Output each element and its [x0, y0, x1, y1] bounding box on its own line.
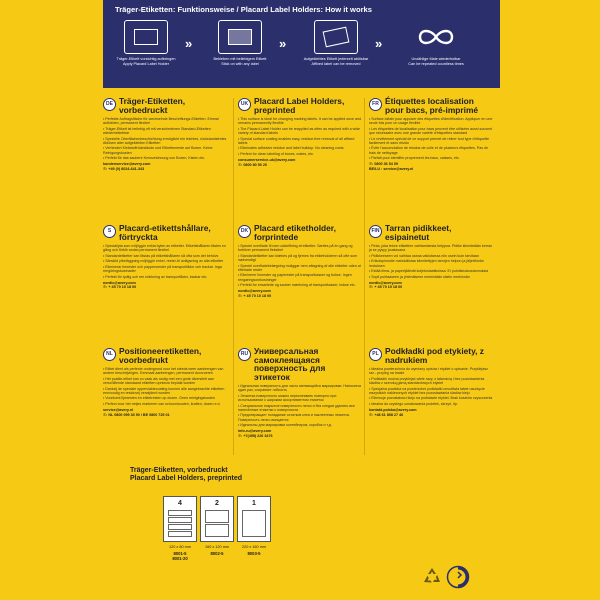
block-contact: info-ru@avery.com ✆: +7(495) 226 3476	[238, 429, 273, 438]
block-body: • Speciallyta som möjliggör enkla byten av etiketter. Etikettshållaren fästes en gång och förblir sedan permanent flexibel • Standardetiketter kan fästas på etikettshållaren så ofta som det behövs • Särskild ytbeläggning möjliggör enkel, rester-fri avlägsning av alla etiketter • Eliminerar limrester och pappersrester på transportlådor och backar. Inga rengöringskostnader • Perfekt för tydlig och ren märkning av transportlådor, backar etc.	[103, 244, 226, 279]
block-pl	[369, 347, 493, 417]
header-title: Träger-Etiketten: Funktionsweise / Placard Label Holders: How it works	[115, 5, 372, 14]
language-badge: S	[103, 225, 116, 238]
chevron-right-icon: »	[375, 36, 380, 51]
product-code: 8002-5	[210, 551, 224, 556]
block-body: • Idealna powierzchnia do wymiany opisów i etykiet o opisanie. Przyklejasz raz - przyleg na trwale • Podkładki można przyklejać wiele razy, z łatwością i bez pozostawienia śladów z szeroką gamą standardowych etykiet • Specjalna powłoka na powierzchni podkładki umożliwia łatwe usunięcie wszystkich nakleconych etykiet bez pozostawiania śladów kleju • Eliminuje pozostałości kleju na podstawie etykiet. Brak kosztów czyszczenia • Idealna do czystego oznakowania pudełek, skrzyń, itp.	[369, 367, 493, 406]
product-code: 8003-5	[247, 551, 261, 556]
product-8002	[200, 496, 234, 542]
block-contact: nordic@avery.com ✆: + 45 70 10 18 00	[369, 280, 403, 290]
block-body: • Speciel overflade til nem udskiftning af etiketter. Sættes på én gang og forbliver permanent fleksibel • Standardetiketter kan klæbes på og fjernes fra etiketholderen så ofte som nødvendigt • Speciel overfladebelægning muliggør nem aftagning af alle etiketter uden at efterlade rester • Eliminerer limrester og papirrester på transportkasser og bokse. Ingen rengøringsomkostninger • Perfekt for ensartede og sauber mærkning af transportkasser, bokse etc.	[238, 244, 361, 288]
chevron-right-icon: »	[185, 36, 190, 51]
block-contact: nordic@avery.com ✆: + 45 70 10 18 00	[103, 280, 137, 290]
block-body: • Идеальная поверхность для часто меняющейся маркировки. Наносится один раз, сохраняет гибкость • Этикетки-поверхность можно переклеивать повторно при использовании с широким ассортиментом этикеток • Специальное покрытие поверхности легко и без следов удалять все нанесённые этикетки с поверхности • Предотвращает попадание остатков клея и наклеенных этикеток. Поверхность легко очищается • Идеальны для маркировки контейнеров, коробок и т.д.	[238, 384, 362, 428]
product-size: 120 x 80 mm	[169, 545, 191, 549]
language-badge: RU	[238, 348, 251, 361]
block-contact: ✆: 0800 36 54 09 BE/LU : service@avery.nl	[369, 162, 414, 171]
product-size: 220 x 160 mm	[241, 545, 267, 549]
block-title: Placard etiketholder, forprintede	[254, 223, 336, 242]
language-badge: DK	[238, 225, 251, 238]
block-s	[103, 224, 227, 290]
product-range-title: Träger-Etiketten, vorbedruckt Placard Label Holders, preprinted	[130, 467, 243, 482]
column-divider	[364, 98, 365, 455]
product-8001	[163, 496, 197, 542]
block-contact: consumerservice-uk@avery.com ✆: 0800 80 50 20	[238, 158, 296, 167]
stick-label-icon	[218, 20, 262, 54]
block-title: Универсальная самоклеящаяся поверхность для этикеток	[254, 346, 326, 382]
block-title: Placard Label Holders, preprinted	[254, 96, 345, 115]
language-badge: PL	[369, 348, 382, 361]
infinity-icon	[414, 20, 458, 54]
product-size: 160 x 120 mm	[204, 545, 230, 549]
product-8003	[237, 496, 271, 542]
block-ru	[238, 347, 362, 438]
step-3	[301, 20, 371, 67]
block-nl	[103, 347, 227, 417]
block-body: • Etiket dient als perfecte ondergrond voor het steeds weer aanbrengen van andere beschrijvingen. Eenmaal aanbrengen, permanent doorvoeren • Het positie-etiket kan zo vaak als nodig met een grote diversiteit aan verschillende standaard etiketten opnieuw beplakt worden • Dankzij de speciale oppervlaktecoating kunnen alle aangebrachte etiketten eenvoudig en residuvrij verwijderd worden • Voorkomt lijmresten en etiketresten op dozen. Geen reinigingskosten • Perfect voor het netjes markeren van schoonhouden, kratten, dozen e.d.	[103, 367, 225, 406]
apply-holder-icon	[124, 20, 168, 54]
chevron-right-icon: »	[279, 36, 284, 51]
step-2-caption: Bekleben mit beliebigem Etikett Stick on with any label	[213, 57, 267, 66]
labels-per-sheet: 2	[215, 500, 219, 507]
block-fin	[369, 224, 493, 290]
step-4-caption: Unzählige Male wiederholbar Can be repeated countless times	[408, 57, 464, 66]
block-title: Träger-Etiketten, vorbedruckt	[119, 96, 186, 115]
block-fr	[369, 97, 493, 171]
block-body: • This surface is ideal for changing marking labels. It can be applied once and remains permanently flexible • The Placard Label Holder can be reapplied as often as required with a wide variety of standard labels • Special surface coating enables easy, residue-free removal of all affixed labels • Eliminates adhesive residue and label buildup. No cleaning costs • Perfect for clean labeling of boxes, crates, etc.	[238, 117, 362, 156]
block-title: Étiquettes localisation pour bacs, pré-imprimé	[385, 96, 479, 115]
step-3-caption: Aufgeklebtes Etikett jederzeit ablösbar Affixed label can be removed	[303, 57, 369, 66]
block-title: Podkładki pod etykiety, z nadrukiem	[385, 346, 484, 365]
block-contact: service@avery.nl ✆: NL 0800 099 33 90 / BE 0800 725 01	[103, 408, 170, 417]
recycle-icon	[420, 565, 444, 589]
how-it-works-header	[103, 0, 500, 88]
block-title: Placard-etikettshållare, förtryckta	[119, 223, 211, 242]
block-contact: nordic@avery.com ✆: + 45 70 10 18 00	[238, 289, 272, 298]
language-badge: NL	[103, 348, 116, 361]
block-title: Positioneeretiketten, voorbedrukt	[119, 346, 202, 365]
block-body: • Surface idéale pour apposer des étiquettes d'identification. Appliquer en une seule fois pour un usage flexible • Les étiquettes de localisation pour bacs peuvent être utilisées aussi souvent que nécessaire avec une grande variété d'étiquettes standard • Le revêtement spécial de ce support permet de retirer tout type d'étiquette facilement et sans résidu • Évite l'accumulation de résidus de colle et de plusieurs étiquettes. Pas de frais de nettoyage • Parfait pour identifier proprement les bacs, caisses, etc.	[369, 117, 493, 161]
remove-label-icon	[314, 20, 358, 54]
block-uk	[238, 97, 362, 167]
step-2	[205, 20, 275, 67]
language-badge: FR	[369, 98, 382, 111]
block-de	[103, 97, 227, 171]
language-badge: FIN	[369, 225, 382, 238]
block-body: • Perfekte Auftragsfläche für wechselnde Beschriftungs-Etiketten. Einmal aufkleben, permanent flexibel • Träger-Etikett ist beliebig oft mit verschiedenen Standard-Etiketten wiederbeklebbar • Spezielle Oberflächenbeschichtung ermöglicht ein leichtes, rückstandsfreies Ablösen aller aufgeklebten Etiketten • Verhindert Klebstoffrückstände und Etikettenreste auf Boxen. Keine Reinigungskosten • Perfekt für das saubere Kennzeichnung von Boxen, Kisten etc.	[103, 117, 227, 161]
product-code: 8001-5 8001-20	[172, 551, 188, 561]
step-1-caption: Träger-Etikett vorsichtig aufbringen Apply Placard Label Holder	[116, 57, 176, 66]
step-4	[401, 20, 471, 67]
language-badge: UK	[238, 98, 251, 111]
column-divider	[233, 98, 234, 455]
block-contact: kundenservice@avery.com ✆: +49 (0) 8024-641-343	[103, 162, 151, 171]
labels-per-sheet: 4	[178, 500, 182, 507]
step-1	[111, 20, 181, 67]
block-title: Tarran pidikkeet, esipainetut	[385, 223, 452, 242]
language-badge: DE	[103, 98, 116, 111]
labels-per-sheet: 1	[252, 500, 256, 507]
block-body: • Pinta, joka tekee etikettien vaihtamisesta helppoa. Pidike kiinnitetään kerran ja se pysyy joustavana • Pidikkeeseen voi vaihtaa useaa vakiotarraa niin usein kuin tarvitaan • Erikoispinnoite mahdollistaa kiinnitettyjen tarrojen helpon ja jäljettömän irrotuksen • Estää liima- ja paperijäämät kuljetuslaatikoissa. Ei puhdistuskustannuksia • Sopii puhtaaseen ja yhtenäiseen merkintään siistin merkinnän	[369, 244, 493, 279]
block-dk	[238, 224, 362, 298]
green-dot-icon	[446, 565, 470, 589]
block-contact: kontakt-polska@avery.com ✆: +48 61 898 27 46	[369, 408, 417, 417]
